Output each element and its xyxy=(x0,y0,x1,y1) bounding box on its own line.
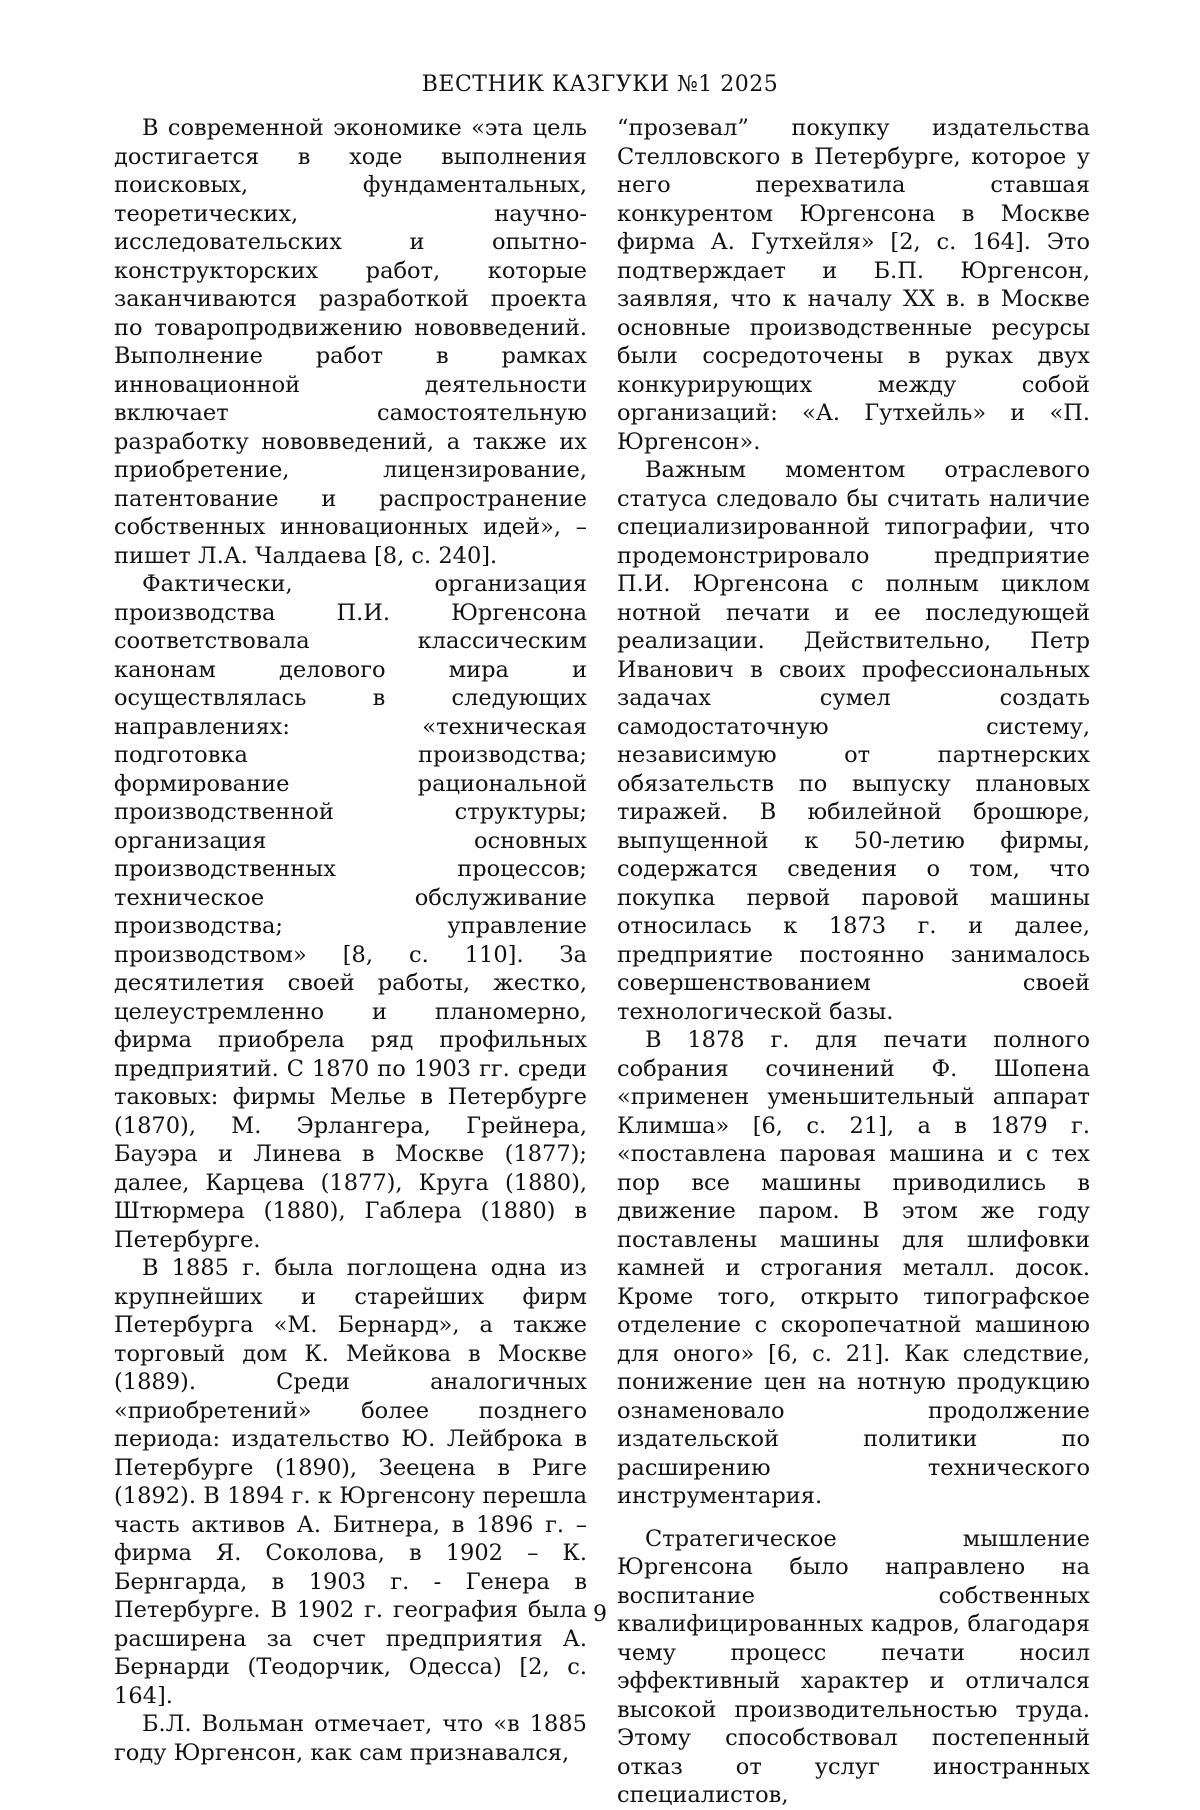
paragraph: Б.Л. Вольман отмечает, что «в 1885 году Юргенсон, как сам признавался, xyxy=(114,1711,587,1766)
journal-header: ВЕСТНИК КАЗГУКИ №1 2025 xyxy=(421,72,779,97)
right-column xyxy=(617,114,1090,1810)
paragraph: Важным моментом отраслевого статуса следовало бы считать наличие специализированной типографии, что продемонстрировало предприятие П.И. Юргенсона с полным циклом нотной печати и ее последующей реализации. Действительно, Петр Иванович в своих профессиональных задачах сумел создать самодостаточную систему, независимую от партнерских обязательств по выпуску плановых тиражей. В юбилейной брошюре, выпущенной к 50-летию фирмы, содержатся сведения о том, что покупка первой паровой машины относилась к 1873 г. и далее, предприятие постоянно занималось совершенствованием своей технологической базы. xyxy=(617,457,1090,1025)
paragraph: В 1885 г. была поглощена одна из крупнейших и старейших фирм Петербурга «М. Бернард», а также торговый дом К. Мейкова в Москве (1889). Среди аналогичных «приобретений» более позднего периода: издательство Ю. Лейброка в Петербурге (1890), Зеецена в Риге (1892). В 1894 г. к Юргенсону перешла часть активов А. Битнера, в 1896 г. – фирма Я. Соколова, в 1902 – К. Бернгарда, в 1903 г. - Генера в Петербурге. В 1902 г. география была расширена за счет предприятия А. Бернарди (Теодорчик, Одесса) [2, с. 164]. xyxy=(114,1255,587,1709)
paragraph: “прозевал” покупку издательства Стелловского в Петербурге, которое у него перехватила ставшая конкурентом Юргенсона в Москве фирма А. Гутхейля» [2, с. 164]. Это подтверждает и Б.П. Юргенсон, заявляя, что к началу XX в. в Москве основные производственные ресурсы были сосредоточены в руках двух конкурирующих между собой организаций: «А. Гутхейль» и «П. Юргенсон». xyxy=(617,115,1090,455)
left-column xyxy=(114,114,587,1767)
paragraph: В современной экономике «эта цель достигается в ходе выполнения поисковых, фундаментальных, теоретических, научно-исследовательских и опытно-конструкторских работ, которые заканчиваются разработкой проекта по товаропродвижению нововведений. Выполнение работ в рамках инновационной деятельности включает самостоятельную разработку нововведений, а также их приобретение, лицензирование, патентование и распространение собственных инновационных идей», – пишет Л.А. Чалдаева [8, с. 240]. xyxy=(114,115,587,569)
paragraph: Фактически, организация производства П.И. Юргенсона соответствовала классическим канонам делового мира и осуществлялась в следующих направлениях: «техническая подготовка производства; формирование рациональной производственной структуры; организация основных производственных процессов; техническое обслуживание производства; управление производством» [8, с. 110]. За десятилетия своей работы, жестко, целеустремленно и планомерно, фирма приобрела ряд профильных предприятий. С 1870 по 1903 гг. среди таковых: фирмы Мелье в Петербурге (1870), М. Эрлангера, Грейнера, Бауэра и Линева в Москве (1877); далее, Карцева (1877), Круга (1880), Штюрмера (1880), Габлера (1880) в Петербурге. xyxy=(114,571,587,1253)
paragraph: В 1878 г. для печати полного собрания сочинений Ф. Шопена «применен уменьшительный аппарат Климша» [6, с. 21], а в 1879 г. «поставлена паровая машина и с тех пор все машины приводились в движение паром. В этом же году поставлены машины для шлифовки камней и строгания металл. досок. Кроме того, открыто типографское отделение с скоропечатной машиною для оного» [6, с. 21]. Как следствие, понижение цен на нотную продукцию ознаменовало продолжение издательской политики по расширению технического инструментария. xyxy=(617,1027,1090,1509)
paragraph: Стратегическое мышление Юргенсона было направлено на воспитание собственных квалифицированных кадров, благодаря чему процесс печати носил эффективный характер и отличался высокой производительностью труда. Этому способствовал постепенный отказ от услуг иностранных специалистов, xyxy=(617,1525,1090,1808)
page-number: 9 xyxy=(593,1602,607,1627)
